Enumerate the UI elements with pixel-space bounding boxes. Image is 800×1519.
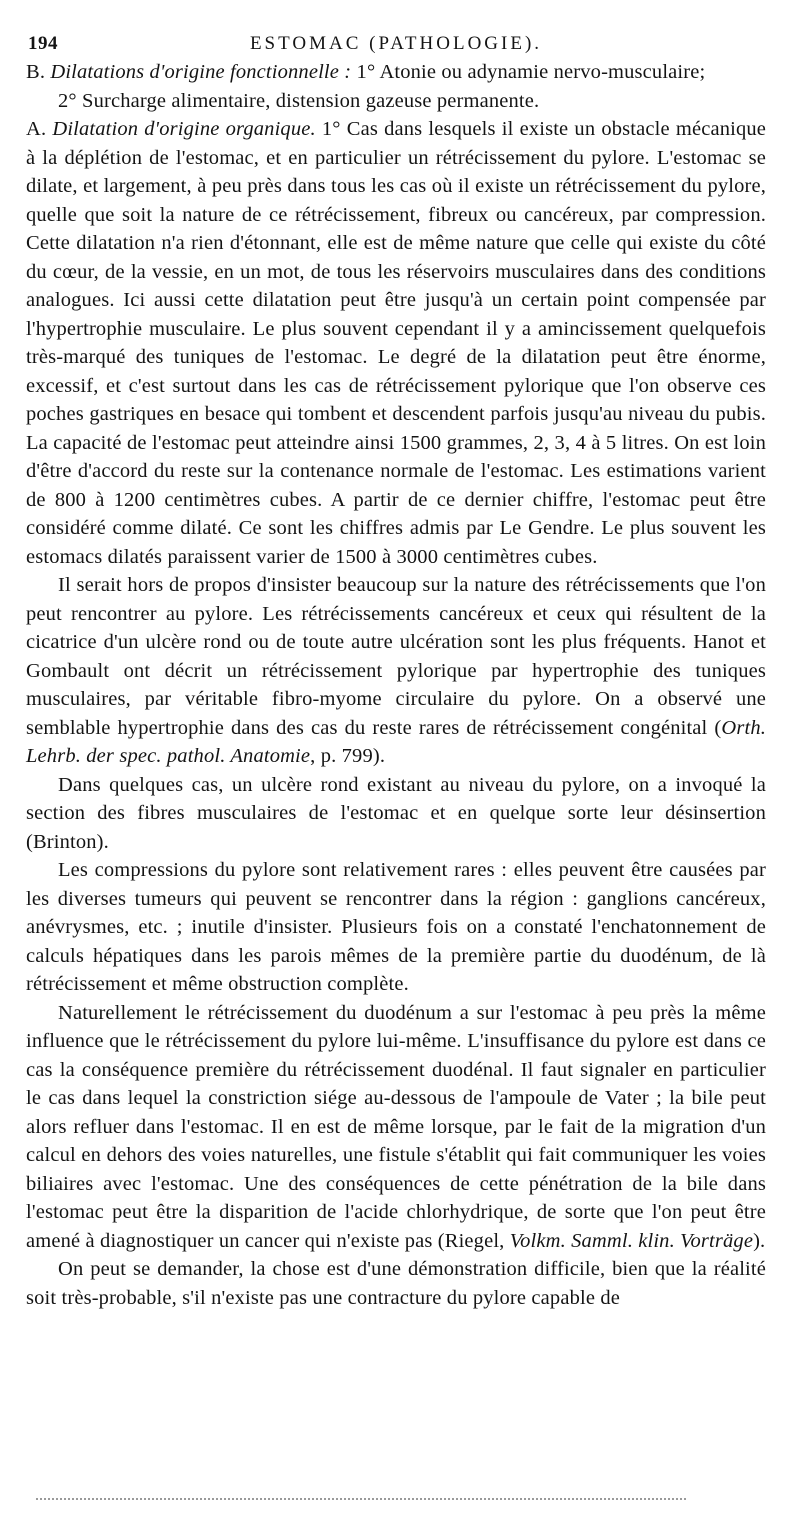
running-title: ESTOMAC (PATHOLOGIE). (249, 33, 543, 54)
paragraph-contracture (26, 1255, 766, 1312)
paragraph-text: Les compressions du pylore sont relativement rares : elles peuvent être causées par les diverses tumeurs qui peuvent se rencontrer dans la région : ganglions cancéreux, anévrysmes, etc. ; inutile d'insister. Plusieurs fois on a constaté l'enchatonnement de calculs hépatiques dans les parois mêmes de la première partie du duodénum, de là rétrécissement et même obstruction complète. (26, 859, 766, 995)
paragraph-surcharge (26, 87, 766, 116)
section-heading-organique: Dilatation d'origine organique. (52, 118, 316, 140)
paragraph-compressions (26, 856, 766, 999)
bottom-rule (36, 1498, 686, 1500)
book-page (26, 24, 766, 1504)
paragraph-text: 2° Surcharge alimentaire, distension gazeuse permanente. (58, 89, 540, 112)
citation-close: ). (753, 1229, 766, 1252)
paragraph-text: 1° Cas dans lesquels il existe un obstacle mécanique à la déplétion de l'estomac, et en particulier un rétrécissement du pylore. L'estomac se dilate, et largement, à peu près dans tous les cas où il existe un rétrécissement du pylore, quelle que soit la nature de ce rétrécissement, fibreux ou cancéreux, par compression. Cette dilatation n'a rien d'étonnant, elle est de même nature que celle qui existe du côté du cœur, de la vessie, en un mot, de tous les réservoirs musculaires dans des conditions analogues. Ici aussi cette dilatation peut être jusqu'à un certain point compensée par l'hypertrophie musculaire. Le plus souvent cependant il y a amincissement quelquefois très-marqué des tuniques de l'estomac. Le degré de la dilatation peut être énorme, excessif, et c'est surtout dans les cas de rétrécissement pylorique que l'on observe ces poches gastriques en besace qui tombent et descendent parfois jusqu'au niveau du pubis. La capacité de l'estomac peut atteindre ainsi 1500 grammes, 2, 3, 4 à 5 litres. On est loin d'être d'accord du reste sur la contenance normale de l'estomac. Les estimations varient de 800 à 1200 centimètres cubes. A partir de ce dernier chiffre, l'estomac peut être considéré comme dilaté. Ce sont les chiffres admis par Le Gendre. Le plus souvent les estomacs dilatés paraissent varier de 1500 à 3000 centimètres cubes. (26, 118, 766, 568)
paragraph-text: 1° Atonie ou adynamie nervo-musculaire; (356, 61, 706, 83)
paragraph-text: Naturellement le rétrécissement du duodénum a sur l'estomac à peu près la même influence que le rétrécissement du pylore lui-même. L'insuffisance du pylore est dans ce cas la conséquence première du rétrécissement duodénal. Il faut signaler en particulier le cas dans lequel la constriction siége au-dessous de l'ampoule de Vater ; la bile peut alors refluer dans l'estomac. Il en est de même lorsque, par le fait de la migration d'un calcul en dehors des voies naturelles, une fistule s'établit qui fait communiquer les voies biliaires avec l'estomac. Une des conséquences de cette pénétration de la bile dans l'estomac peut être la disparition de l'acide chlorhydrique, de sorte que l'on peut être amené à diagnostiquer un cancer qui n'existe pas (Riegel, (26, 1001, 766, 1252)
section-heading-fonctionnelle: Dilatations d'origine fonctionnelle : (50, 61, 357, 83)
citation-orth: Orth. Lehrb. der spec. pathol. Anatomie (26, 716, 766, 767)
paragraph-ulcere (26, 771, 766, 857)
section-letter-b: B. (26, 61, 51, 83)
paragraph-organique (26, 115, 766, 571)
section-letter-a: A. (26, 118, 53, 140)
page-header (26, 24, 766, 58)
citation-page: , p. 799). (310, 745, 386, 767)
paragraph-text: On peut se demander, la chose est d'une démonstration difficile, bien que la réalité soit très-probable, s'il n'existe pas une contracture du pylore capable de (26, 1258, 766, 1309)
citation-riegel: Volkm. Samml. klin. Vorträge (509, 1229, 754, 1252)
paragraph-retrecissements (26, 571, 766, 771)
paragraph-duodenum (26, 999, 766, 1256)
page-number: 194 (28, 33, 58, 54)
paragraph-text: Dans quelques cas, un ulcère rond existant au niveau du pylore, on a invoqué la section des fibres musculaires de l'estomac et en quelque sorte leur désinsertion (Brinton). (26, 773, 766, 853)
paragraph-text: Il serait hors de propos d'insister beaucoup sur la nature des rétrécissements que l'on peut rencontrer au pylore. Les rétrécissements cancéreux et ceux qui résultent de la cicatrice d'un ulcère rond ou de toute autre ulcération sont les plus fréquents. Hanot et Gombault ont décrit un rétrécissement pylorique par hypertrophie des tuniques musculaires, par véritable fibro-myome circulaire du pylore. On a observé une semblable hypertrophie dans des cas du reste rares de rétrécissement congénital ( (26, 574, 766, 739)
paragraph-fonctionnelle (26, 58, 766, 87)
